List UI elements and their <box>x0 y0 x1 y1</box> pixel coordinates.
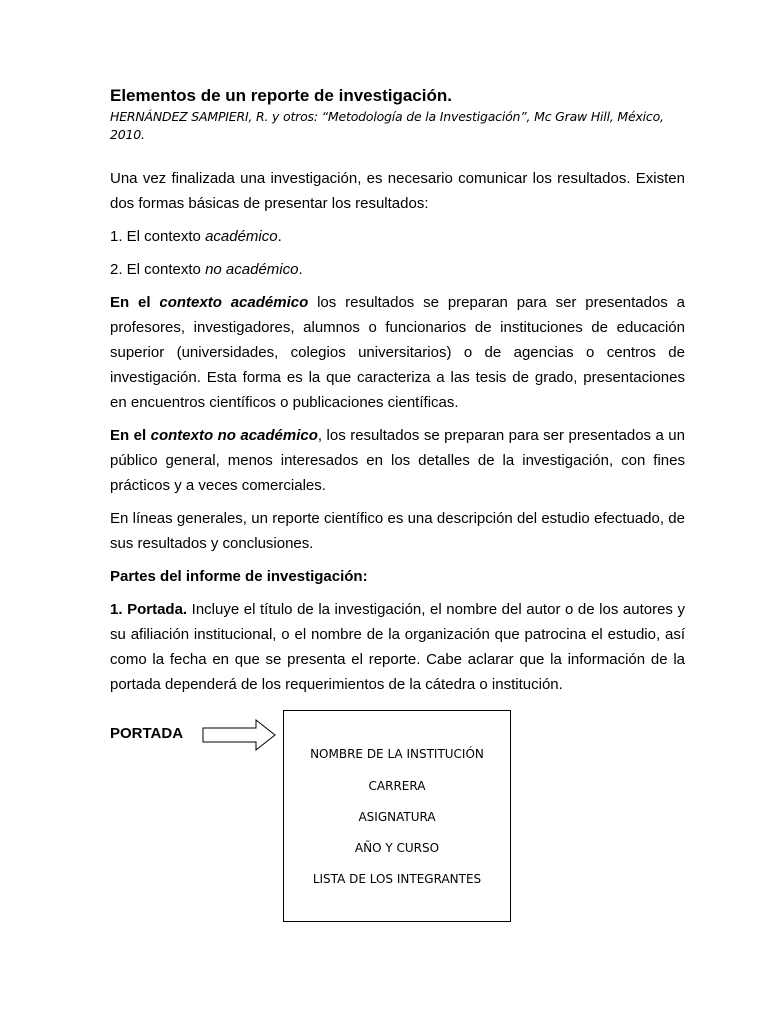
cover-line-year-course: AÑO Y CURSO <box>354 841 440 855</box>
document-title: Elementos de un reporte de investigación. <box>110 86 452 105</box>
cover-line-career: CARRERA <box>368 779 426 793</box>
cover-page-box <box>283 710 511 922</box>
portada-label: PORTADA <box>110 725 184 742</box>
list-item-academic: 1. El contexto académico. <box>110 228 282 245</box>
cover-line-members: LISTA DE LOS INTEGRANTES <box>312 872 482 886</box>
document-body <box>110 166 685 697</box>
non-academic-context-paragraph: En el contexto no académico, los resultados se preparan para ser presentados a un público general, menos interesados en los detalles de la investigación, con fines prácticos y a veces comerciales. <box>110 427 685 494</box>
intro-paragraph: Una vez finalizada una investigación, es necesario comunicar los resultados. Existen dos formas básicas de presentar los resultados: <box>110 170 685 212</box>
citation: HERNÁNDEZ SAMPIERI, R. y otros: “Metodología de la Investigación”, Mc Graw Hill, México, 2010. <box>110 109 664 142</box>
academic-context-paragraph: En el contexto académico los resultados se preparan para ser presentados a profesores, investigadores, alumnos o funcionarios de instituciones de educación superior (universidades, colegios universitarios) o de agencias o centros de investigación. Esta forma es la que caracteriza a las tesis de grado, presentaciones en encuentros científicos o publicaciones científicas. <box>110 294 685 411</box>
cover-line-institution: NOMBRE DE LA INSTITUCIÓN <box>310 747 484 761</box>
portada-paragraph: 1. Portada. Incluye el título de la investigación, el nombre del autor o de los autores y su afiliación institucional, o el nombre de la organización que patrocina el estudio, así como la fecha en que se presenta el reporte. Cabe aclarar que la información de la portada dependerá de los requerimientos de la cátedra o institución. <box>110 601 685 693</box>
general-paragraph: En líneas generales, un reporte científico es una descripción del estudio efectuado, de sus resultados y conclusiones. <box>110 510 685 552</box>
cover-line-subject: ASIGNATURA <box>358 810 436 824</box>
list-item-non-academic: 2. El contexto no académico. <box>110 261 303 278</box>
document-page <box>110 86 685 705</box>
parts-heading: Partes del informe de investigación: <box>110 568 368 585</box>
right-arrow-icon <box>202 719 278 751</box>
